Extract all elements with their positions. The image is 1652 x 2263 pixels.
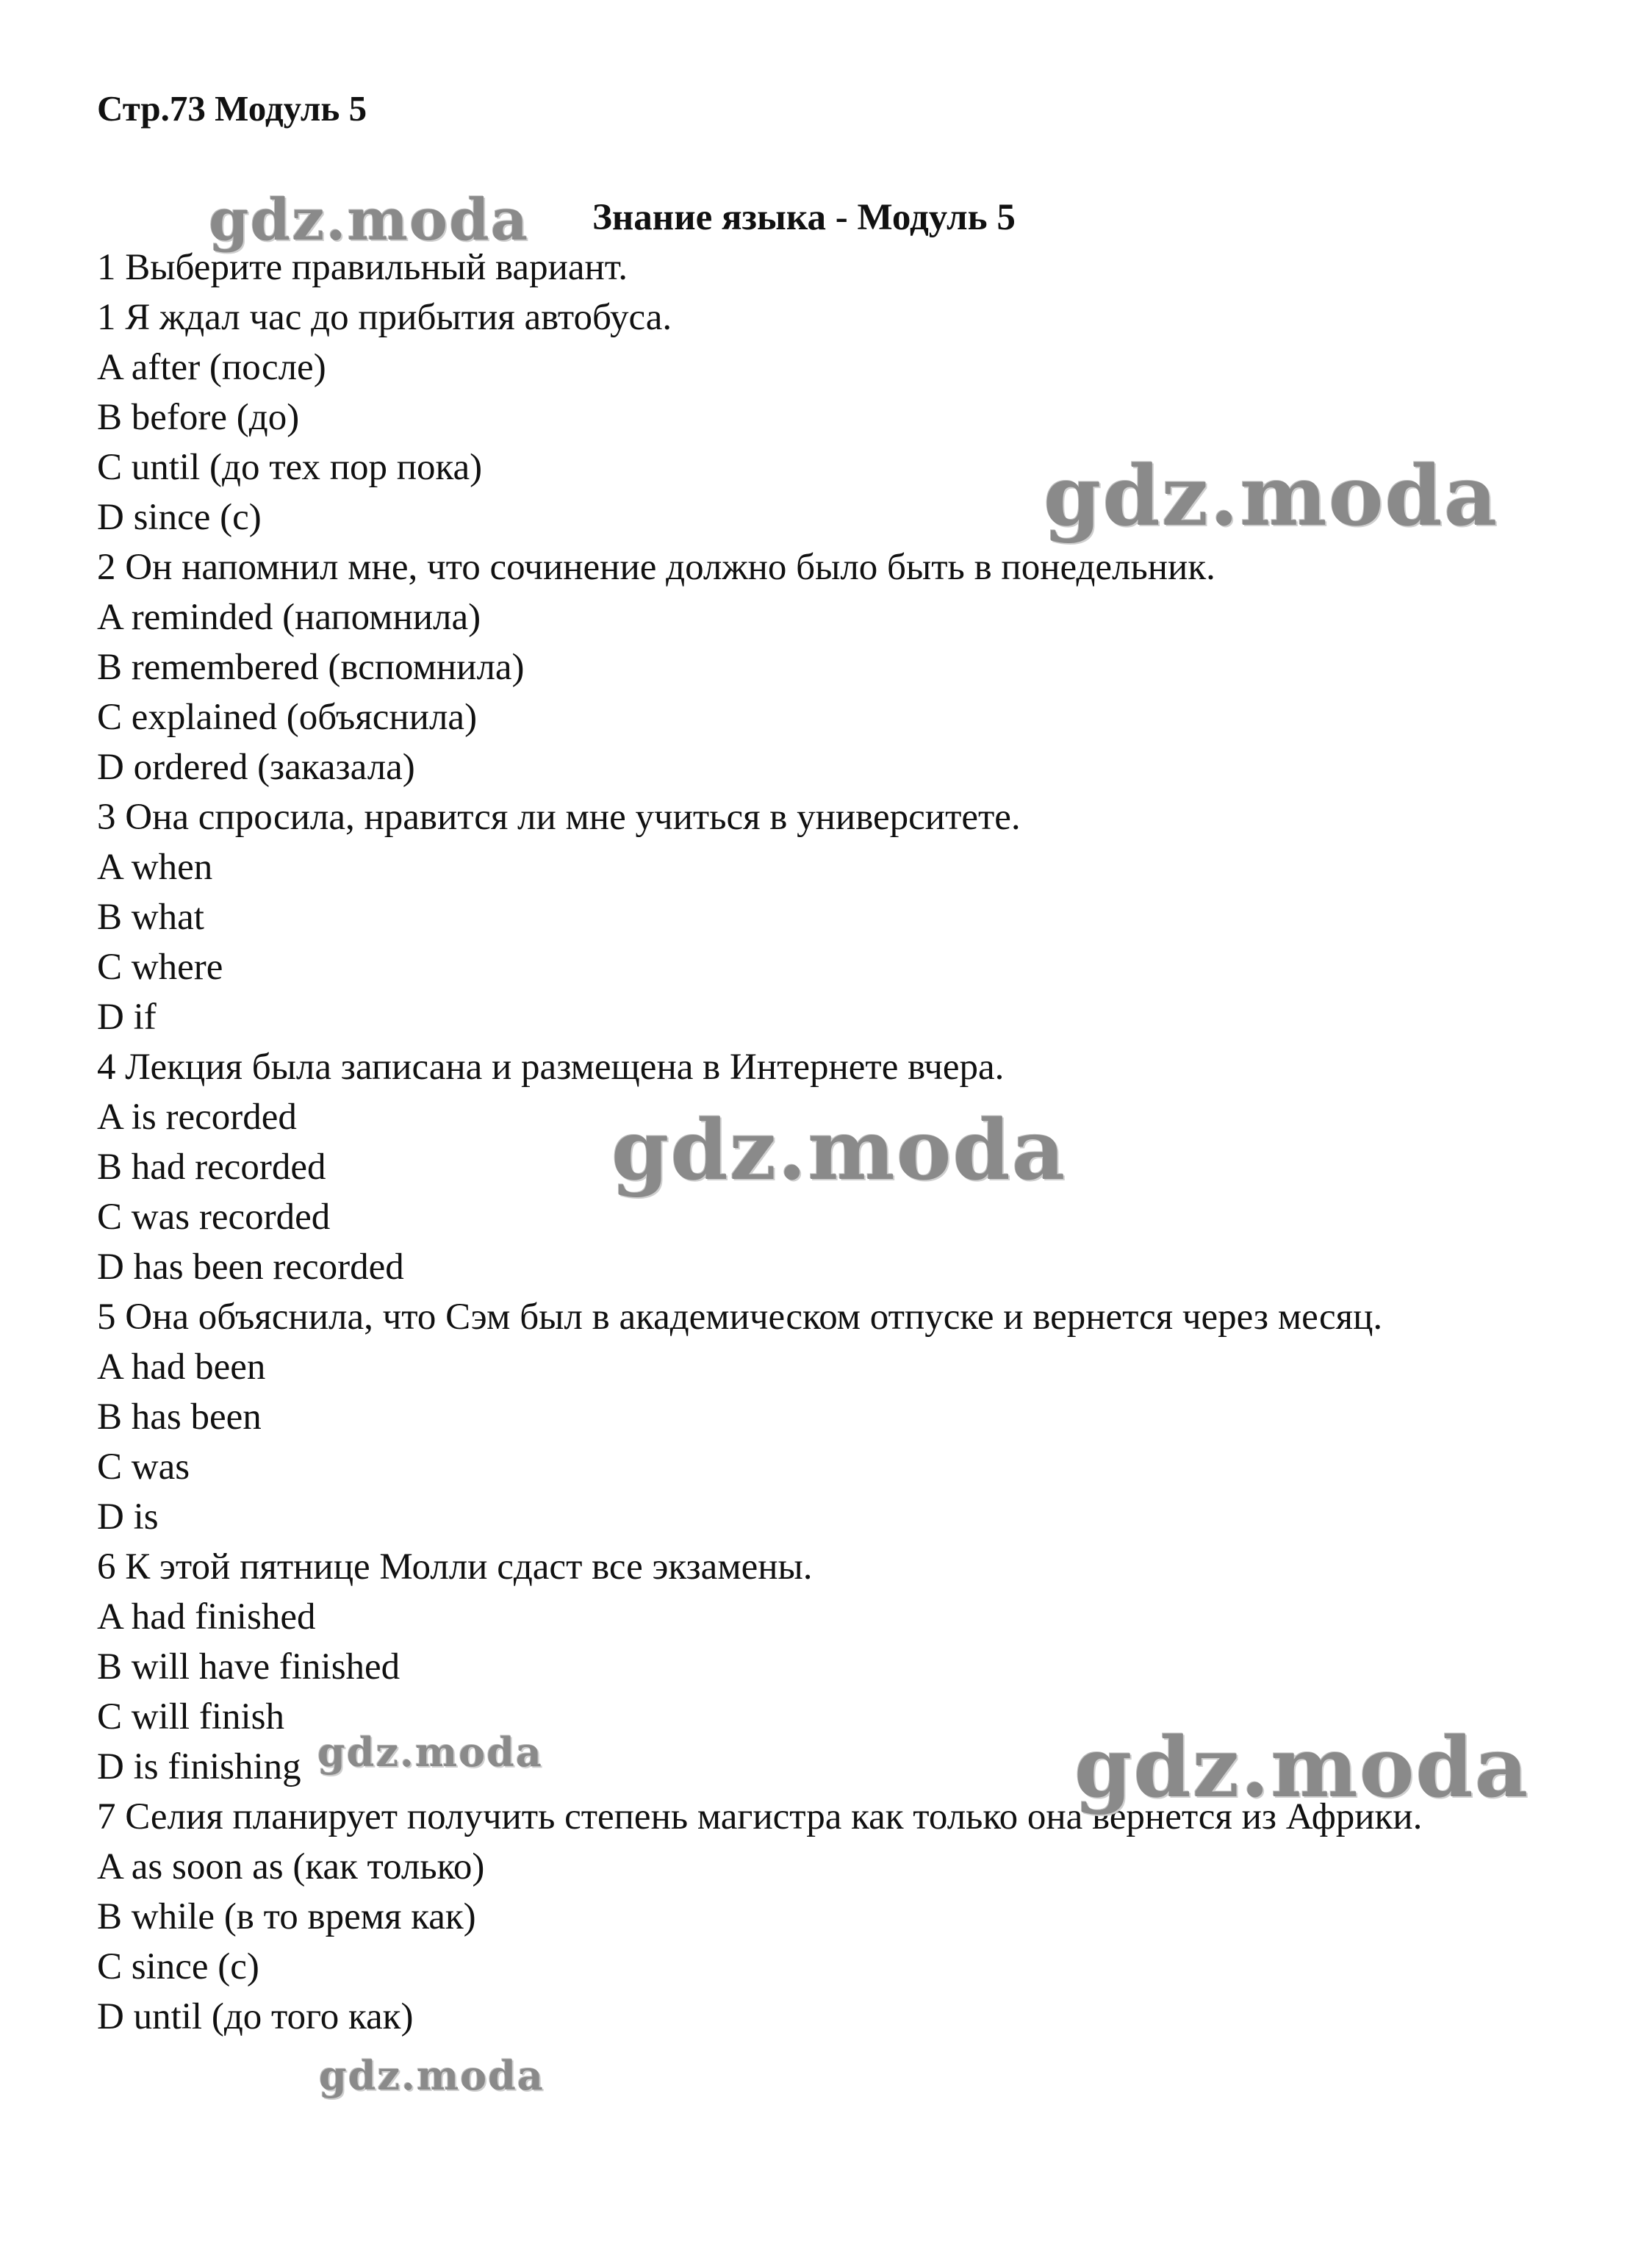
page-header: Стр.73 Модуль 5 [97, 88, 367, 129]
watermark: gdz.moda [319, 2052, 545, 2099]
answer-option: B has been [97, 1396, 262, 1438]
answer-option: D ordered (заказала) [97, 747, 415, 788]
answer-option: A after (после) [97, 347, 326, 388]
question-text: 4 Лекция была записана и размещена в Интернете вчера. [97, 1047, 1005, 1088]
answer-option: A when [97, 847, 213, 888]
answer-option: D has been recorded [97, 1247, 404, 1288]
answer-option: C until (до тех пор пока) [97, 447, 483, 488]
answer-option: C since (с) [97, 1946, 259, 1987]
question-block [97, 1292, 1555, 1542]
question-text: 3 Она спросила, нравится ли мне учиться в университете. [97, 797, 1021, 838]
answer-option: C where [97, 947, 223, 988]
question-block [97, 1792, 1555, 2042]
document-title: Знание языка - Модуль 5 [592, 197, 1016, 238]
answer-option: D if [97, 997, 157, 1038]
question-text: 7 Селия планирует получить степень магистра как только она вернется из Африки. [97, 1796, 1423, 1837]
answer-option: B will have finished [97, 1646, 401, 1688]
answer-option: D since (с) [97, 497, 262, 538]
watermark: gdz.moda [317, 1729, 543, 1776]
answer-option: D until (до того как) [97, 1996, 414, 2037]
answer-option: A had been [97, 1346, 266, 1388]
watermark: gdz.moda [1074, 1720, 1530, 1816]
question-text: 1 Я ждал час до прибытия автобуса. [97, 297, 672, 338]
question-block [97, 542, 1555, 792]
watermark: gdz.moda [209, 187, 530, 254]
answer-option: D is finishing [97, 1746, 301, 1787]
answer-option: A as soon as (как только) [97, 1846, 485, 1887]
question-text: 6 К этой пятнице Молли сдаст все экзамены. [97, 1546, 813, 1588]
answer-option: C was [97, 1446, 190, 1488]
watermark: gdz.moda [1044, 448, 1499, 545]
answer-option: A is recorded [97, 1097, 297, 1138]
answer-option: B while (в то время как) [97, 1896, 476, 1937]
watermark: gdz.moda [611, 1102, 1067, 1199]
answer-option: C explained (объяснила) [97, 697, 478, 738]
answer-option: B remembered (вспомнила) [97, 647, 525, 688]
answer-option: A reminded (напомнила) [97, 597, 481, 638]
answer-option: B before (до) [97, 397, 300, 438]
question-text: 5 Она объяснила, что Сэм был в академическом отпуске и вернется через месяц. [97, 1297, 1383, 1338]
answer-option: C will finish [97, 1696, 285, 1737]
answer-option: A had finished [97, 1596, 316, 1638]
answer-option: D is [97, 1496, 159, 1538]
question-block [97, 792, 1555, 1042]
answer-option: B had recorded [97, 1147, 326, 1188]
answer-option: B what [97, 897, 204, 938]
instruction: 1 Выберите правильный вариант. [97, 247, 628, 288]
answer-option: C was recorded [97, 1197, 331, 1238]
question-text: 2 Он напомнил мне, что сочинение должно было быть в понедельник. [97, 547, 1215, 588]
